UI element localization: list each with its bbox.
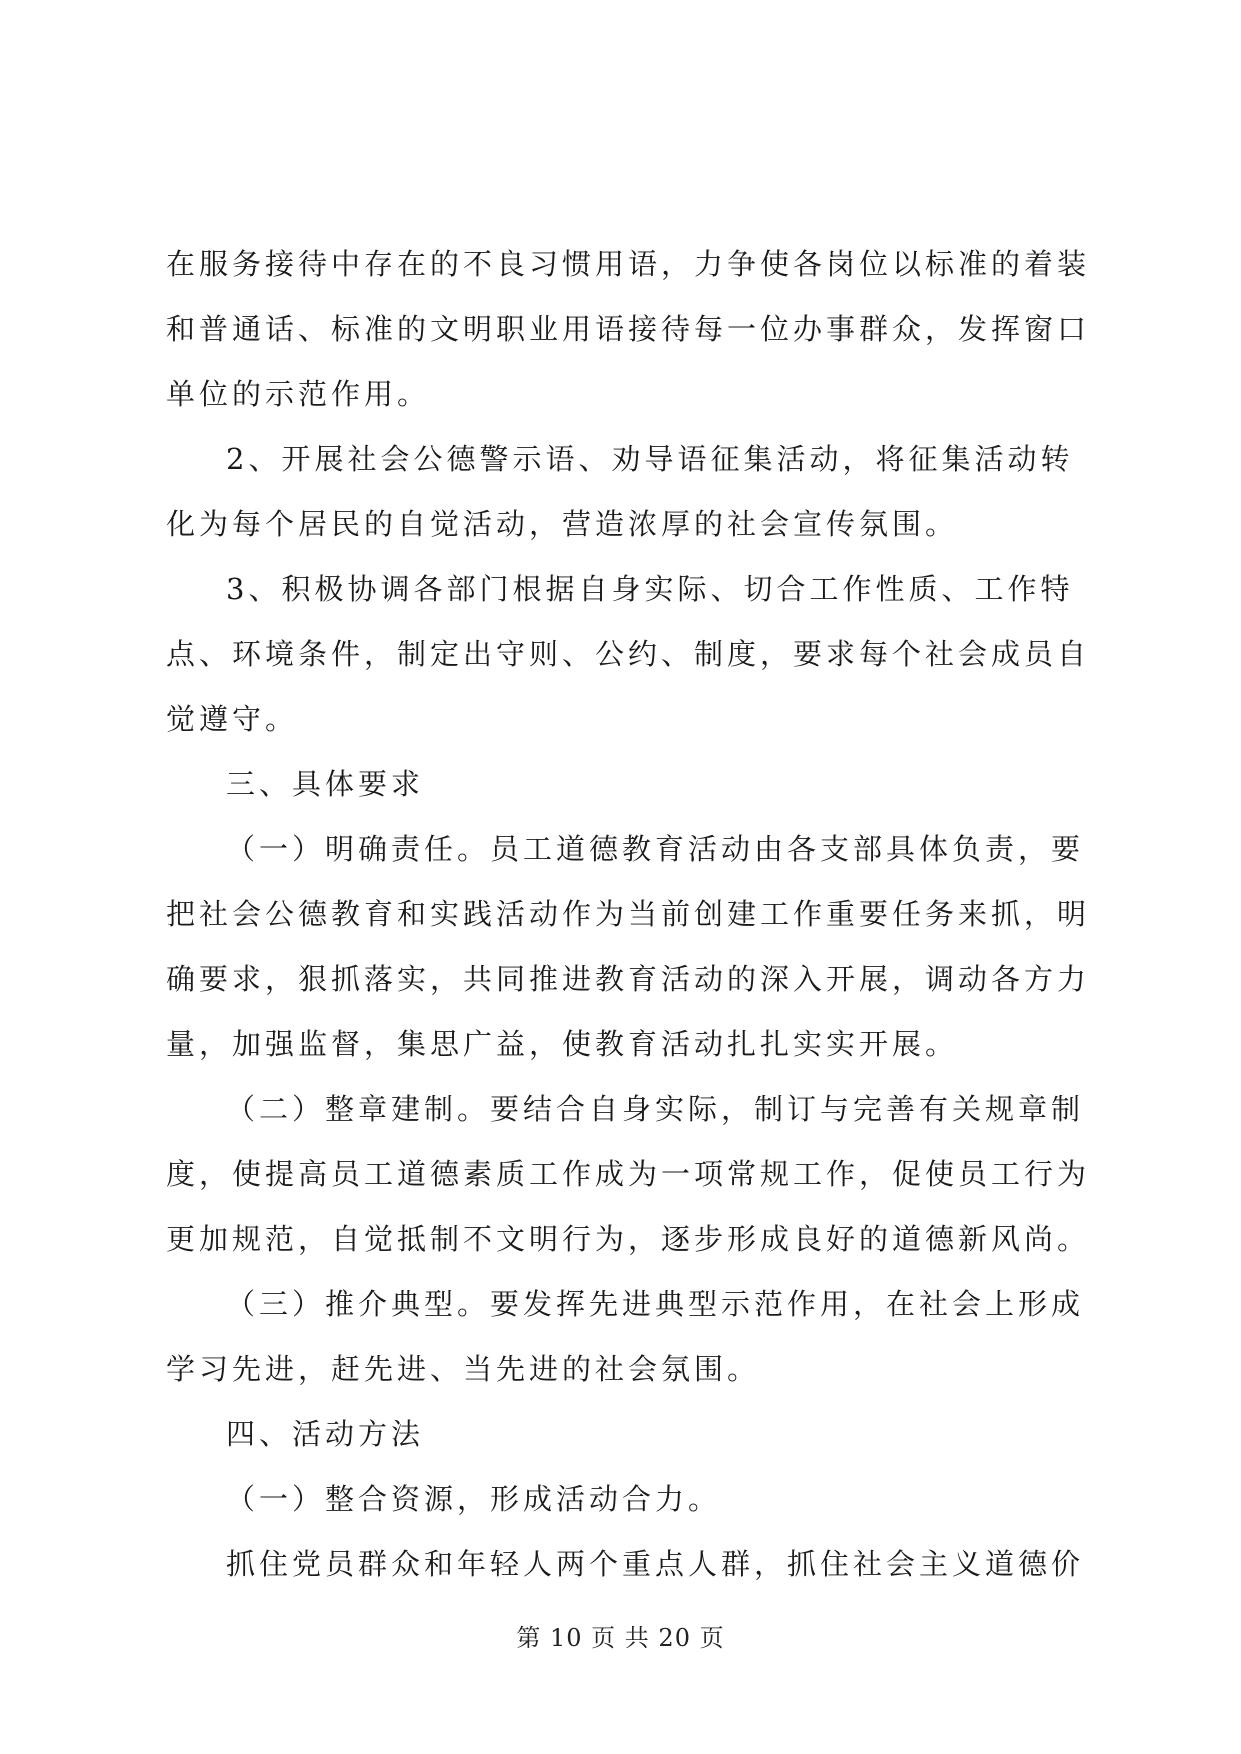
text-line: 在服务接待中存在的不良习惯用语，力争使各岗位以标准的着装 bbox=[166, 247, 1091, 281]
text-line: 抓住党员群众和年轻人两个重点人群，抓住社会主义道德价 bbox=[226, 1547, 1085, 1581]
text-line: 3、积极协调各部门根据自身实际、切合工作性质、工作特 bbox=[226, 572, 1074, 606]
text-line: 把社会公德教育和实践活动作为当前创建工作重要任务来抓，明 bbox=[166, 897, 1091, 931]
text-line: 觉遵守。 bbox=[166, 702, 299, 736]
text-line: 化为每个居民的自觉活动，营造浓厚的社会宣传氛围。 bbox=[166, 507, 959, 541]
text-line: （二）整章建制。要结合自身实际，制订与完善有关规章制 bbox=[226, 1092, 1085, 1126]
text-line: （三）推介典型。要发挥先进典型示范作用，在社会上形成 bbox=[226, 1287, 1085, 1321]
text-line: 量，加强监督，集思广益，使教育活动扎扎实实开展。 bbox=[166, 1027, 959, 1061]
text-line: 更加规范，自觉抵制不文明行为，逐步形成良好的道德新风尚。 bbox=[166, 1222, 1091, 1256]
text-line: 度，使提高员工道德素质工作成为一项常规工作，促使员工行为 bbox=[166, 1157, 1091, 1191]
text-line: 三、具体要求 bbox=[226, 767, 425, 801]
text-line: 单位的示范作用。 bbox=[166, 377, 431, 411]
text-line: 点、环境条件，制定出守则、公约、制度，要求每个社会成员自 bbox=[166, 637, 1091, 671]
document-body bbox=[166, 232, 1091, 1597]
text-line: 2、开展社会公德警示语、劝导语征集活动，将征集活动转 bbox=[226, 442, 1074, 476]
text-line: （一）整合资源，形成活动合力。 bbox=[226, 1482, 722, 1516]
text-line: 确要求，狠抓落实，共同推进教育活动的深入开展，调动各方力 bbox=[166, 962, 1091, 996]
text-line: 和普通话、标准的文明职业用语接待每一位办事群众，发挥窗口 bbox=[166, 312, 1091, 346]
page-footer: 第 10 页 共 20 页 bbox=[516, 1624, 725, 1652]
text-line: 学习先进，赶先进、当先进的社会氛围。 bbox=[166, 1352, 761, 1386]
text-line: （一）明确责任。员工道德教育活动由各支部具体负责，要 bbox=[226, 832, 1085, 866]
text-line: 四、活动方法 bbox=[226, 1417, 425, 1451]
